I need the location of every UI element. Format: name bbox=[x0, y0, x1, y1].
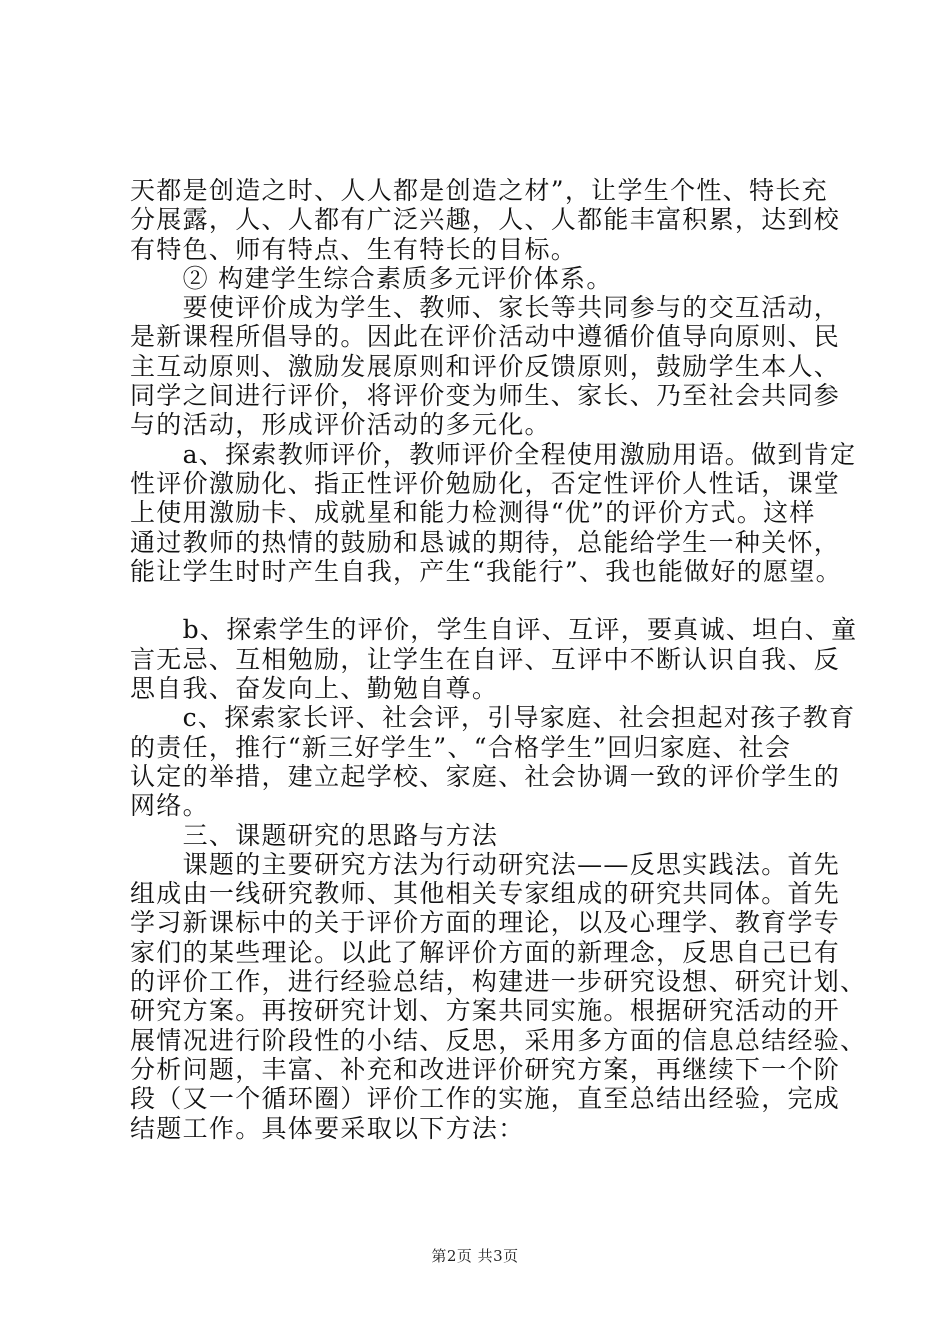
text-line: b、探索学生的评价，学生自评、互评，要真诚、坦白、童 bbox=[130, 615, 858, 645]
text-line: 课题的主要研究方法为行动研究法——反思实践法。首先 bbox=[130, 849, 841, 879]
text-line: 分展露，人、人都有广泛兴趣，人、人都能丰富积累，达到校 bbox=[130, 205, 841, 235]
text-line: ② 构建学生综合素质多元评价体系。 bbox=[130, 263, 613, 293]
text-line: 要使评价成为学生、教师、家长等共同参与的交互活动， bbox=[130, 293, 841, 323]
text-line: 的责任，推行“新三好学生”、“合格学生”回归家庭、社会 bbox=[130, 732, 792, 762]
text-line: 上使用激励卡、成就星和能力检测得“优”的评价方式。这样 bbox=[130, 498, 816, 528]
text-line: 三、课题研究的思路与方法 bbox=[130, 820, 499, 850]
text-line: 是新课程所倡导的。因此在评价活动中遵循价值导向原则、民 bbox=[130, 322, 841, 352]
text-line: 研究方案。再按研究计划、方案共同实施。根据研究活动的开 bbox=[130, 996, 841, 1026]
text-line: 的评价工作，进行经验总结，构建进一步研究设想、研究计划、 bbox=[130, 967, 867, 997]
blank-line bbox=[130, 586, 850, 615]
text-line: 言无忌、互相勉励，让学生在自评、互评中不断认识自我、反 bbox=[130, 644, 841, 674]
text-line: 展情况进行阶段性的小结、反思，采用多方面的信息总结经验、 bbox=[130, 1025, 867, 1055]
text-line: 分析问题，丰富、补充和改进评价研究方案，再继续下一个阶 bbox=[130, 1054, 841, 1084]
text-line: 家们的某些理论。以此了解评价方面的新理念，反思自己已有 bbox=[130, 937, 841, 967]
text-line: 性评价激励化、指正性评价勉励化，否定性评价人性话，课堂 bbox=[130, 468, 841, 498]
text-line: 结题工作。具体要采取以下方法： bbox=[130, 1113, 525, 1143]
text-line: 同学之间进行评价，将评价变为师生、家长、乃至社会共同参 bbox=[130, 381, 841, 411]
text-line: 主互动原则、激励发展原则和评价反馈原则，鼓励学生本人、 bbox=[130, 351, 841, 381]
text-line: 天都是创造之时、人人都是创造之材”，让学生个性、特长充 bbox=[130, 176, 828, 205]
text-line: 与的活动，形成评价活动的多元化。 bbox=[130, 410, 551, 440]
page-footer: 第2页 共3页 bbox=[431, 1247, 519, 1265]
text-line: 网络。 bbox=[130, 791, 209, 821]
text-line: 思自我、奋发向上、勤勉自尊。 bbox=[130, 674, 499, 704]
text-line: 能让学生时时产生自我，产生“我能行”、我也能做好的愿望。 bbox=[130, 556, 842, 586]
text-line: 段（又一个循环圈）评价工作的实施，直至总结出经验，完成 bbox=[130, 1084, 841, 1114]
text-line: 有特色、师有特点、生有特长的目标。 bbox=[130, 234, 578, 264]
text-line: 通过教师的热情的鼓励和恳诚的期待，总能给学生一种关怀， bbox=[130, 527, 841, 557]
text-line: 认定的举措，建立起学校、家庭、社会协调一致的评价学生的 bbox=[130, 761, 841, 791]
text-line: c、探索家长评、社会评，引导家庭、社会担起对孩子教育 bbox=[130, 703, 856, 733]
body-text bbox=[130, 176, 867, 1143]
text-line: a、探索教师评价，教师评价全程使用激励用语。做到肯定 bbox=[130, 439, 857, 469]
text-line: 学习新课标中的关于评价方面的理论，以及心理学、教育学专 bbox=[130, 908, 841, 938]
text-line: 组成由一线研究教师、其他相关专家组成的研究共同体。首先 bbox=[130, 879, 841, 909]
